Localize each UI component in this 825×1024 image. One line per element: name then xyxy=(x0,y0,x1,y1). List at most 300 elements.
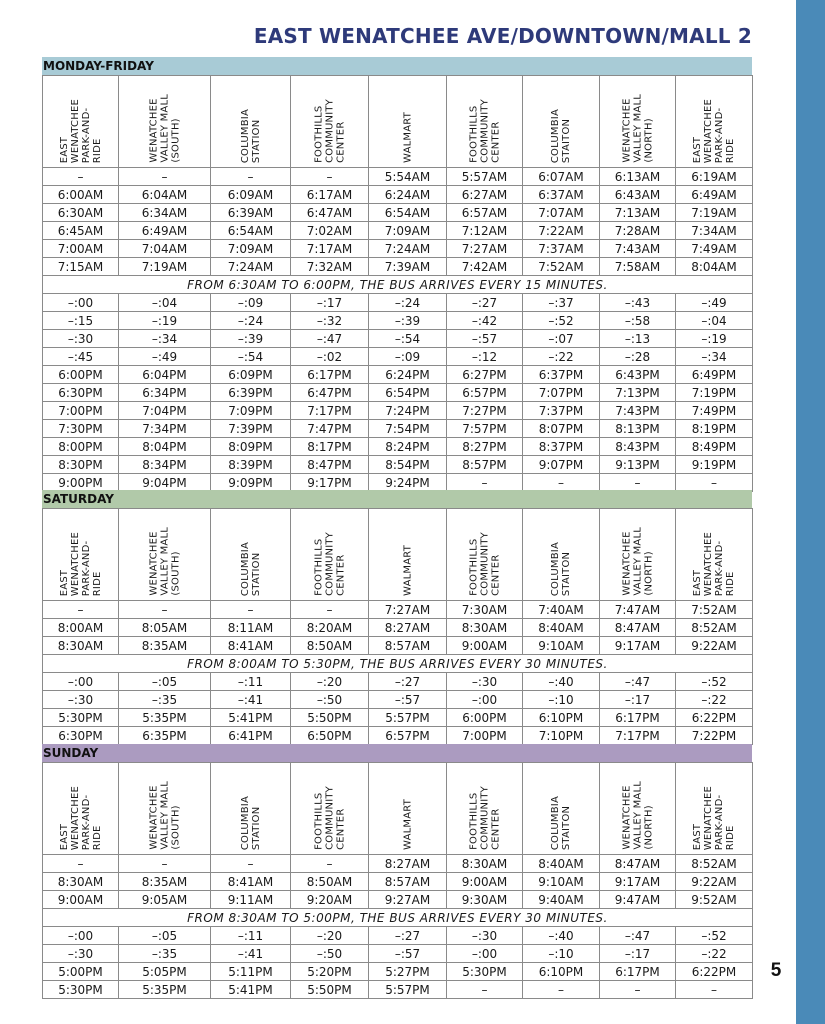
stop-name-cell xyxy=(676,763,753,855)
time-cell: –:39 xyxy=(211,330,291,348)
time-cell: 6:17PM xyxy=(291,366,369,384)
stop-name-cell xyxy=(291,509,369,601)
time-cell: 7:49PM xyxy=(676,402,753,420)
time-cell: 6:49AM xyxy=(676,186,753,204)
stop-name-cell xyxy=(600,763,676,855)
time-cell: 6:57AM xyxy=(447,204,523,222)
stop-name-cell xyxy=(600,76,676,168)
stop-name-cell xyxy=(600,509,676,601)
time-cell: – xyxy=(447,981,523,999)
time-row xyxy=(43,186,753,204)
time-row xyxy=(43,673,753,691)
time-cell: –:35 xyxy=(119,945,211,963)
stop-name: EAST WENATCHEE PARK-AND- RIDE xyxy=(58,98,103,163)
time-cell: 6:24PM xyxy=(369,366,447,384)
time-cell: 5:41PM xyxy=(211,709,291,727)
stop-name-cell xyxy=(291,76,369,168)
time-cell: 9:30AM xyxy=(447,891,523,909)
time-cell: 6:00AM xyxy=(43,186,119,204)
time-row xyxy=(43,204,753,222)
frequency-note-row xyxy=(43,909,753,927)
time-cell: – xyxy=(523,474,600,492)
stop-name: WENATCHEE VALLEY MALL (SOUTH) xyxy=(148,527,181,596)
time-row xyxy=(43,963,753,981)
time-cell: 6:39AM xyxy=(211,204,291,222)
time-cell: 5:50PM xyxy=(291,981,369,999)
stop-name-cell xyxy=(291,763,369,855)
time-cell: –:30 xyxy=(447,927,523,945)
time-cell: 6:27PM xyxy=(447,366,523,384)
time-cell: 9:47AM xyxy=(600,891,676,909)
time-row xyxy=(43,366,753,384)
time-cell: 8:57PM xyxy=(447,456,523,474)
time-cell: 7:13AM xyxy=(600,204,676,222)
time-cell: –:34 xyxy=(676,348,753,366)
time-cell: 8:04AM xyxy=(676,258,753,276)
side-color-bar xyxy=(796,0,825,1024)
stop-name-cell xyxy=(676,509,753,601)
stop-name: FOOTHILLS COMMUNITY CENTER xyxy=(313,786,346,850)
time-row xyxy=(43,927,753,945)
section-header-saturday: SATURDAY xyxy=(42,490,752,508)
stop-name-cell xyxy=(211,763,291,855)
time-cell: –:50 xyxy=(291,945,369,963)
time-cell: 8:47AM xyxy=(600,619,676,637)
stop-name: FOOTHILLS COMMUNITY CENTER xyxy=(313,532,346,596)
time-cell: – xyxy=(43,168,119,186)
time-cell: –:54 xyxy=(369,330,447,348)
time-cell: 6:39PM xyxy=(211,384,291,402)
stop-name-cell xyxy=(369,509,447,601)
time-cell: 8:47PM xyxy=(291,456,369,474)
time-cell: 6:45AM xyxy=(43,222,119,240)
time-cell: 6:57PM xyxy=(369,727,447,745)
time-row xyxy=(43,891,753,909)
time-cell: 6:43PM xyxy=(600,366,676,384)
time-cell: 8:00AM xyxy=(43,619,119,637)
time-cell: 7:19AM xyxy=(119,258,211,276)
time-cell: 6:47PM xyxy=(291,384,369,402)
time-cell: –:10 xyxy=(523,691,600,709)
time-cell: 5:27PM xyxy=(369,963,447,981)
time-cell: –:52 xyxy=(523,312,600,330)
time-cell: – xyxy=(523,981,600,999)
time-cell: 9:05AM xyxy=(119,891,211,909)
stop-name: FOOTHILLS COMMUNITY CENTER xyxy=(468,786,501,850)
time-cell: 6:09AM xyxy=(211,186,291,204)
time-cell: 6:54PM xyxy=(369,384,447,402)
time-cell: 6:00PM xyxy=(447,709,523,727)
time-row xyxy=(43,384,753,402)
time-cell: –:24 xyxy=(369,294,447,312)
frequency-note-row xyxy=(43,276,753,294)
time-row xyxy=(43,709,753,727)
time-cell: –:30 xyxy=(43,330,119,348)
time-cell: 5:00PM xyxy=(43,963,119,981)
time-cell: 6:27AM xyxy=(447,186,523,204)
time-cell: 7:17PM xyxy=(291,402,369,420)
time-cell: 8:27PM xyxy=(447,438,523,456)
time-cell: 5:35PM xyxy=(119,709,211,727)
stop-name-cell xyxy=(447,509,523,601)
time-cell: –:19 xyxy=(676,330,753,348)
time-cell: 5:20PM xyxy=(291,963,369,981)
time-cell: –:40 xyxy=(523,673,600,691)
time-cell: 7:10PM xyxy=(523,727,600,745)
time-cell: –:05 xyxy=(119,673,211,691)
time-cell: 5:54AM xyxy=(369,168,447,186)
time-cell: 9:04PM xyxy=(119,474,211,492)
time-row xyxy=(43,855,753,873)
time-cell: 9:27AM xyxy=(369,891,447,909)
time-cell: – xyxy=(119,168,211,186)
time-cell: 7:34PM xyxy=(119,420,211,438)
schedule-table-sunday xyxy=(42,762,753,999)
time-cell: –:35 xyxy=(119,691,211,709)
frequency-note-row xyxy=(43,655,753,673)
time-cell: 8:05AM xyxy=(119,619,211,637)
time-cell: 8:30AM xyxy=(447,855,523,873)
time-cell: –:57 xyxy=(369,945,447,963)
frequency-note: FROM 8:00AM TO 5:30PM, THE BUS ARRIVES EVERY 30 MINUTES. xyxy=(43,655,753,673)
time-cell: –:04 xyxy=(119,294,211,312)
time-cell: 7:24PM xyxy=(369,402,447,420)
time-cell: 7:00PM xyxy=(447,727,523,745)
stop-name: EAST WENATCHEE PARK-AND- RIDE xyxy=(692,531,736,596)
stop-name: EAST WENATCHEE PARK-AND- RIDE xyxy=(58,785,103,850)
time-cell: 9:22AM xyxy=(676,873,753,891)
schedule-table-saturday xyxy=(42,508,753,745)
time-cell: –:47 xyxy=(291,330,369,348)
time-cell: 9:17AM xyxy=(600,873,676,891)
time-row xyxy=(43,258,753,276)
time-cell: –:30 xyxy=(43,691,119,709)
stop-name: COLUMBIA STATION xyxy=(239,108,262,163)
time-cell: 8:52AM xyxy=(676,855,753,873)
time-cell: 7:02AM xyxy=(291,222,369,240)
section-header-sunday: SUNDAY xyxy=(42,744,752,762)
time-cell: 7:00AM xyxy=(43,240,119,258)
time-cell: 5:30PM xyxy=(43,709,119,727)
time-cell: 7:24AM xyxy=(369,240,447,258)
time-cell: 6:37PM xyxy=(523,366,600,384)
time-cell: 7:57PM xyxy=(447,420,523,438)
time-cell: 6:00PM xyxy=(43,366,119,384)
page-number: 5 xyxy=(770,960,782,981)
stop-name: WALMART xyxy=(402,112,413,163)
time-cell: 9:17AM xyxy=(600,637,676,655)
time-cell: –:49 xyxy=(119,348,211,366)
frequency-note: FROM 8:30AM TO 5:00PM, THE BUS ARRIVES EVERY 30 MINUTES. xyxy=(43,909,753,927)
stop-name-cell xyxy=(211,76,291,168)
time-cell: –:45 xyxy=(43,348,119,366)
time-cell: 6:04PM xyxy=(119,366,211,384)
stop-name: WALMART xyxy=(402,799,413,850)
time-cell: –:58 xyxy=(600,312,676,330)
time-row xyxy=(43,637,753,655)
time-cell: –:30 xyxy=(43,945,119,963)
time-cell: 9:20AM xyxy=(291,891,369,909)
time-cell: –:28 xyxy=(600,348,676,366)
time-cell: – xyxy=(119,601,211,619)
time-cell: –:12 xyxy=(447,348,523,366)
time-row xyxy=(43,474,753,492)
stop-header-row xyxy=(43,763,753,855)
time-cell: 7:22AM xyxy=(523,222,600,240)
schedule-table-weekday xyxy=(42,75,753,492)
time-cell: –:32 xyxy=(291,312,369,330)
time-cell: –:27 xyxy=(447,294,523,312)
time-cell: –:11 xyxy=(211,673,291,691)
time-cell: 7:40AM xyxy=(523,601,600,619)
time-cell: 6:07AM xyxy=(523,168,600,186)
time-cell: –:09 xyxy=(369,348,447,366)
frequency-note: FROM 6:30AM TO 6:00PM, THE BUS ARRIVES EVERY 15 MINUTES. xyxy=(43,276,753,294)
time-cell: 6:19AM xyxy=(676,168,753,186)
stop-name-cell xyxy=(523,76,600,168)
time-cell: –:47 xyxy=(600,673,676,691)
time-cell: –:52 xyxy=(676,673,753,691)
time-cell: – xyxy=(447,474,523,492)
stop-name: WENATCHEE VALLEY MALL (SOUTH) xyxy=(148,781,181,850)
time-cell: 6:22PM xyxy=(676,709,753,727)
time-cell: 6:47AM xyxy=(291,204,369,222)
time-cell: – xyxy=(291,168,369,186)
time-cell: 7:24AM xyxy=(211,258,291,276)
stop-name: FOOTHILLS COMMUNITY CENTER xyxy=(468,99,501,163)
time-cell: –:50 xyxy=(291,691,369,709)
time-cell: 7:07AM xyxy=(523,204,600,222)
time-cell: 7:07PM xyxy=(523,384,600,402)
time-cell: – xyxy=(600,981,676,999)
time-cell: 9:52AM xyxy=(676,891,753,909)
time-cell: 8:54PM xyxy=(369,456,447,474)
time-row xyxy=(43,402,753,420)
time-cell: –:17 xyxy=(291,294,369,312)
time-cell: 6:54AM xyxy=(369,204,447,222)
time-cell: 7:37AM xyxy=(523,240,600,258)
time-cell: –:22 xyxy=(676,945,753,963)
time-cell: 7:58AM xyxy=(600,258,676,276)
time-cell: 6:30PM xyxy=(43,727,119,745)
time-cell: 7:52AM xyxy=(523,258,600,276)
time-cell: – xyxy=(676,981,753,999)
time-cell: 6:49AM xyxy=(119,222,211,240)
time-cell: – xyxy=(211,855,291,873)
time-cell: 9:00AM xyxy=(447,637,523,655)
time-cell: 8:17PM xyxy=(291,438,369,456)
time-cell: 9:40AM xyxy=(523,891,600,909)
time-cell: 5:35PM xyxy=(119,981,211,999)
time-cell: 6:10PM xyxy=(523,963,600,981)
time-cell: 8:04PM xyxy=(119,438,211,456)
time-cell: 9:07PM xyxy=(523,456,600,474)
time-cell: – xyxy=(43,855,119,873)
time-cell: 7:27AM xyxy=(447,240,523,258)
time-cell: –:54 xyxy=(211,348,291,366)
time-cell: 6:54AM xyxy=(211,222,291,240)
stop-name-cell xyxy=(523,509,600,601)
time-cell: –:13 xyxy=(600,330,676,348)
time-cell: 8:11AM xyxy=(211,619,291,637)
time-cell: 8:39PM xyxy=(211,456,291,474)
time-cell: 7:13PM xyxy=(600,384,676,402)
time-row xyxy=(43,294,753,312)
time-cell: 8:37PM xyxy=(523,438,600,456)
time-cell: 9:17PM xyxy=(291,474,369,492)
time-cell: – xyxy=(291,601,369,619)
time-row xyxy=(43,873,753,891)
stop-name-cell xyxy=(119,76,211,168)
time-cell: 8:30AM xyxy=(43,873,119,891)
time-cell: 7:12AM xyxy=(447,222,523,240)
time-cell: 6:37AM xyxy=(523,186,600,204)
time-cell: –:07 xyxy=(523,330,600,348)
time-cell: 9:10AM xyxy=(523,873,600,891)
stop-name-cell xyxy=(43,509,119,601)
time-cell: 7:54PM xyxy=(369,420,447,438)
time-cell: 9:11AM xyxy=(211,891,291,909)
stop-name-cell xyxy=(119,763,211,855)
time-cell: 9:00AM xyxy=(43,891,119,909)
time-cell: 8:52AM xyxy=(676,619,753,637)
time-cell: –:00 xyxy=(447,945,523,963)
time-cell: 7:04PM xyxy=(119,402,211,420)
time-cell: 9:10AM xyxy=(523,637,600,655)
stop-name: COLUMBIA STATION xyxy=(239,795,262,850)
time-cell: – xyxy=(119,855,211,873)
time-cell: 8:49PM xyxy=(676,438,753,456)
stop-name-cell xyxy=(43,76,119,168)
time-cell: 6:30PM xyxy=(43,384,119,402)
stop-name-cell xyxy=(447,763,523,855)
time-cell: –:09 xyxy=(211,294,291,312)
stop-name-cell xyxy=(523,763,600,855)
time-cell: 7:47AM xyxy=(600,601,676,619)
time-cell: 8:30AM xyxy=(43,637,119,655)
time-cell: –:17 xyxy=(600,691,676,709)
time-row xyxy=(43,619,753,637)
time-cell: 7:43PM xyxy=(600,402,676,420)
time-row xyxy=(43,727,753,745)
time-cell: 6:24AM xyxy=(369,186,447,204)
time-cell: –:57 xyxy=(447,330,523,348)
time-cell: – xyxy=(211,601,291,619)
time-cell: 8:57AM xyxy=(369,873,447,891)
time-cell: –:00 xyxy=(447,691,523,709)
time-cell: 7:42AM xyxy=(447,258,523,276)
time-cell: 8:40AM xyxy=(523,855,600,873)
time-cell: 7:22PM xyxy=(676,727,753,745)
time-cell: –:19 xyxy=(119,312,211,330)
time-cell: 5:05PM xyxy=(119,963,211,981)
time-row xyxy=(43,420,753,438)
time-cell: –:42 xyxy=(447,312,523,330)
stop-name: EAST WENATCHEE PARK-AND- RIDE xyxy=(692,785,736,850)
time-cell: –:40 xyxy=(523,927,600,945)
time-cell: – xyxy=(600,474,676,492)
time-row xyxy=(43,981,753,999)
time-cell: 8:30PM xyxy=(43,456,119,474)
stop-header-row xyxy=(43,509,753,601)
time-cell: 9:24PM xyxy=(369,474,447,492)
time-cell: –:00 xyxy=(43,294,119,312)
time-cell: 6:09PM xyxy=(211,366,291,384)
time-row xyxy=(43,348,753,366)
time-cell: 7:30AM xyxy=(447,601,523,619)
time-cell: 5:11PM xyxy=(211,963,291,981)
time-cell: 6:17PM xyxy=(600,709,676,727)
time-cell: 6:43AM xyxy=(600,186,676,204)
time-cell: –:41 xyxy=(211,691,291,709)
time-cell: 5:57PM xyxy=(369,709,447,727)
time-cell: –:24 xyxy=(211,312,291,330)
time-cell: 8:41AM xyxy=(211,873,291,891)
time-row xyxy=(43,330,753,348)
time-cell: –:20 xyxy=(291,927,369,945)
time-cell: 7:19AM xyxy=(676,204,753,222)
time-cell: –:27 xyxy=(369,673,447,691)
time-cell: 8:27AM xyxy=(369,855,447,873)
time-cell: 7:32AM xyxy=(291,258,369,276)
time-cell: 9:22AM xyxy=(676,637,753,655)
page-title: EAST WENATCHEE AVE/DOWNTOWN/MALL 2 xyxy=(253,24,752,48)
time-cell: 8:19PM xyxy=(676,420,753,438)
time-cell: 7:15AM xyxy=(43,258,119,276)
time-cell: 7:00PM xyxy=(43,402,119,420)
time-cell: 7:27AM xyxy=(369,601,447,619)
time-cell: –:00 xyxy=(43,673,119,691)
time-cell: 6:22PM xyxy=(676,963,753,981)
time-cell: 7:39PM xyxy=(211,420,291,438)
stop-name: COLUMBIA STAITON xyxy=(550,541,572,596)
time-cell: 8:35AM xyxy=(119,637,211,655)
time-cell: –:17 xyxy=(600,945,676,963)
time-cell: –:04 xyxy=(676,312,753,330)
stop-name: EAST WENATCHEE PARK-AND- RIDE xyxy=(692,98,736,163)
time-cell: 6:35PM xyxy=(119,727,211,745)
stop-name: COLUMBIA STAITON xyxy=(550,108,572,163)
stop-name-cell xyxy=(676,76,753,168)
time-row xyxy=(43,691,753,709)
time-cell: 8:57AM xyxy=(369,637,447,655)
time-cell: 8:40AM xyxy=(523,619,600,637)
time-cell: 7:28AM xyxy=(600,222,676,240)
time-cell: 8:24PM xyxy=(369,438,447,456)
time-cell: –:57 xyxy=(369,691,447,709)
time-cell: 6:30AM xyxy=(43,204,119,222)
time-cell: –:39 xyxy=(369,312,447,330)
time-cell: –:00 xyxy=(43,927,119,945)
time-cell: –:11 xyxy=(211,927,291,945)
stop-name: WALMART xyxy=(402,545,413,596)
time-cell: 8:27AM xyxy=(369,619,447,637)
time-cell: 7:27PM xyxy=(447,402,523,420)
time-cell: 8:41AM xyxy=(211,637,291,655)
time-cell: 7:30PM xyxy=(43,420,119,438)
time-cell: 5:57PM xyxy=(369,981,447,999)
time-cell: 8:09PM xyxy=(211,438,291,456)
stop-name: FOOTHILLS COMMUNITY CENTER xyxy=(313,99,346,163)
time-cell: 6:41PM xyxy=(211,727,291,745)
time-cell: 7:09AM xyxy=(211,240,291,258)
time-cell: 6:34PM xyxy=(119,384,211,402)
time-cell: – xyxy=(676,474,753,492)
time-cell: – xyxy=(211,168,291,186)
time-cell: 6:57PM xyxy=(447,384,523,402)
time-cell: – xyxy=(43,601,119,619)
time-row xyxy=(43,312,753,330)
